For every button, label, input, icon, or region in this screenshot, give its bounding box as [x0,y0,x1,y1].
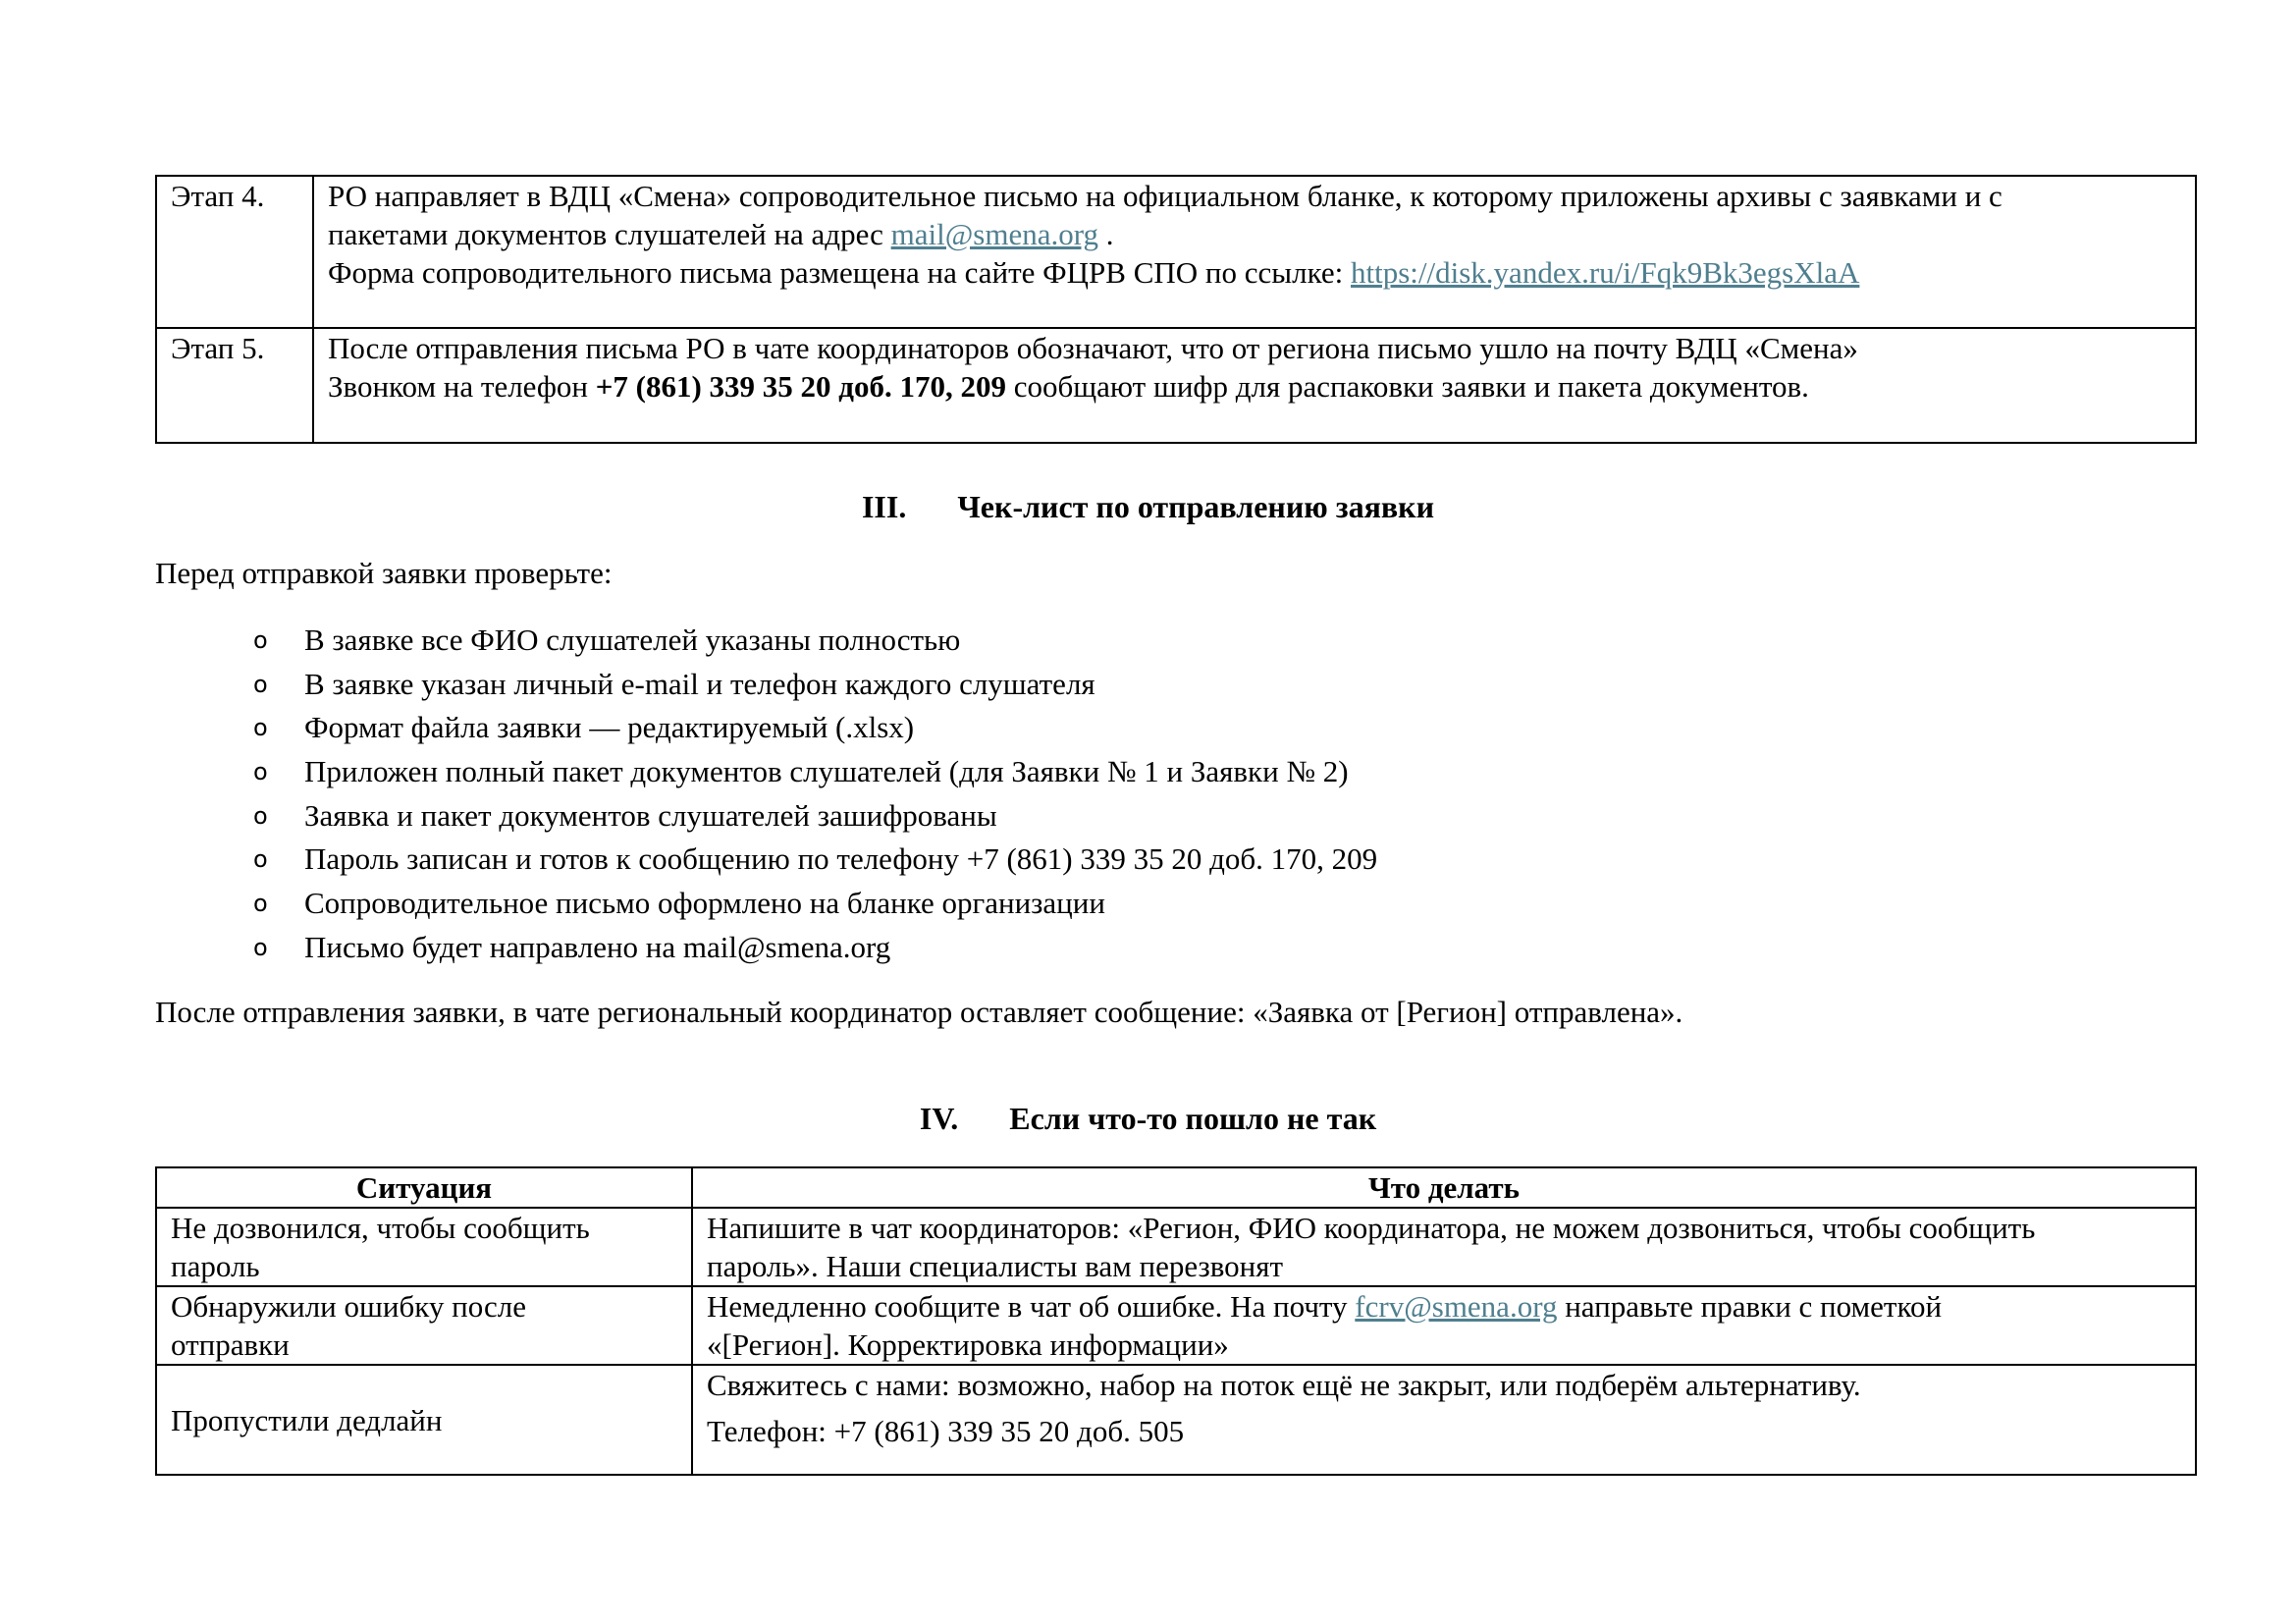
stages-table [155,175,2197,444]
stage-label: Этап 4. [156,176,313,328]
section-number: III. [861,489,907,524]
list-item: o В заявке все ФИО слушателей указаны полностью [253,619,1377,663]
list-item: o Приложен полный пакет документов слушателей (для Заявки № 1 и Заявки № 2) [253,750,1377,794]
stage-text: пакетами документов слушателей на адрес [328,217,891,251]
stage-text: Звонком на телефон [328,369,596,404]
situation-cell: Пропустили дедлайн [156,1365,692,1475]
table-row [156,328,2196,443]
list-item: o Сопроводительное письмо оформлено на бланке организации [253,882,1377,926]
situation-cell: Не дозвонился, чтобы сообщить пароль [156,1208,692,1286]
table-row [156,176,2196,328]
stage-label: Этап 5. [156,328,313,443]
circle-bullet-icon: o [253,801,268,830]
table-row [156,1365,2196,1475]
section-heading-checklist [0,488,2296,526]
circle-bullet-icon: o [253,626,268,654]
section-number: IV. [919,1101,959,1136]
column-header-situation: Ситуация [156,1167,692,1208]
after-submission-note: После отправления заявки, в чате региональный координатор оставляет сообщение: «Заявка от [Регион] отправлена». [155,995,1683,1029]
email-link[interactable]: fcrv@smena.org [1355,1289,1558,1324]
circle-bullet-icon: o [253,714,268,742]
circle-bullet-icon: o [253,890,268,918]
list-item: o Формат файла заявки — редактируемый (.xlsx) [253,706,1377,750]
action-cell: Напишите в чат координаторов: «Регион, ФИО координатора, не можем дозвониться, чтобы сообщить пароль». Наши специалисты вам перезвонят [692,1208,2196,1286]
troubleshooting-table [155,1166,2197,1476]
circle-bullet-icon: o [253,758,268,786]
circle-bullet-icon: o [253,670,268,698]
checklist-intro: Перед отправкой заявки проверьте: [155,556,613,590]
column-header-action: Что делать [692,1167,2196,1208]
table-row [156,1286,2196,1365]
action-cell: Свяжитесь с нами: возможно, набор на поток ещё не закрыт, или подберём альтернативу. Телефон: +7 (861) 339 35 20 доб. 505 [692,1365,2196,1475]
stage-text: Форма сопроводительного письма размещена на сайте ФЦРВ СПО по ссылке: [328,255,1351,290]
section-heading-troubleshooting [0,1100,2296,1138]
email-link[interactable]: mail@smena.org [890,217,1098,251]
circle-bullet-icon: o [253,845,268,874]
list-item: o Письмо будет направлено на mail@smena.org [253,926,1377,970]
stage-description [313,176,2196,328]
stage-text: После отправления письма РО в чате координаторов обозначают, что от региона письмо ушло на почту ВДЦ «Смена» [328,331,1858,365]
circle-bullet-icon: o [253,933,268,961]
table-row [156,1208,2196,1286]
action-cell: Немедленно сообщите в чат об ошибке. На почту fcrv@smena.org направьте правки с пометкой «[Регион]. Корректировка информации» [692,1286,2196,1365]
checklist [253,619,1377,970]
stage-text: РО направляет в ВДЦ «Смена» сопроводительное письмо на официальном бланке, к которому приложены архивы с заявками и с [328,179,2002,213]
section-title: Чек-лист по отправлению заявки [957,489,1435,524]
stage-description [313,328,2196,443]
stage-text: сообщают шифр для распаковки заявки и пакета документов. [1006,369,1809,404]
disk-link[interactable]: https://disk.yandex.ru/i/Fqk9Bk3egsXlaA [1351,255,1860,290]
phone-number: +7 (861) 339 35 20 доб. 170, 209 [595,369,1006,404]
table-header-row [156,1167,2196,1208]
situation-cell: Обнаружили ошибку после отправки [156,1286,692,1365]
section-title: Если что-то пошло не так [1009,1101,1377,1136]
stage-text: . [1097,217,1114,251]
list-item: o Пароль записан и готов к сообщению по телефону +7 (861) 339 35 20 доб. 170, 209 [253,838,1377,882]
list-item: o Заявка и пакет документов слушателей зашифрованы [253,794,1377,839]
list-item: o В заявке указан личный e-mail и телефон каждого слушателя [253,663,1377,707]
